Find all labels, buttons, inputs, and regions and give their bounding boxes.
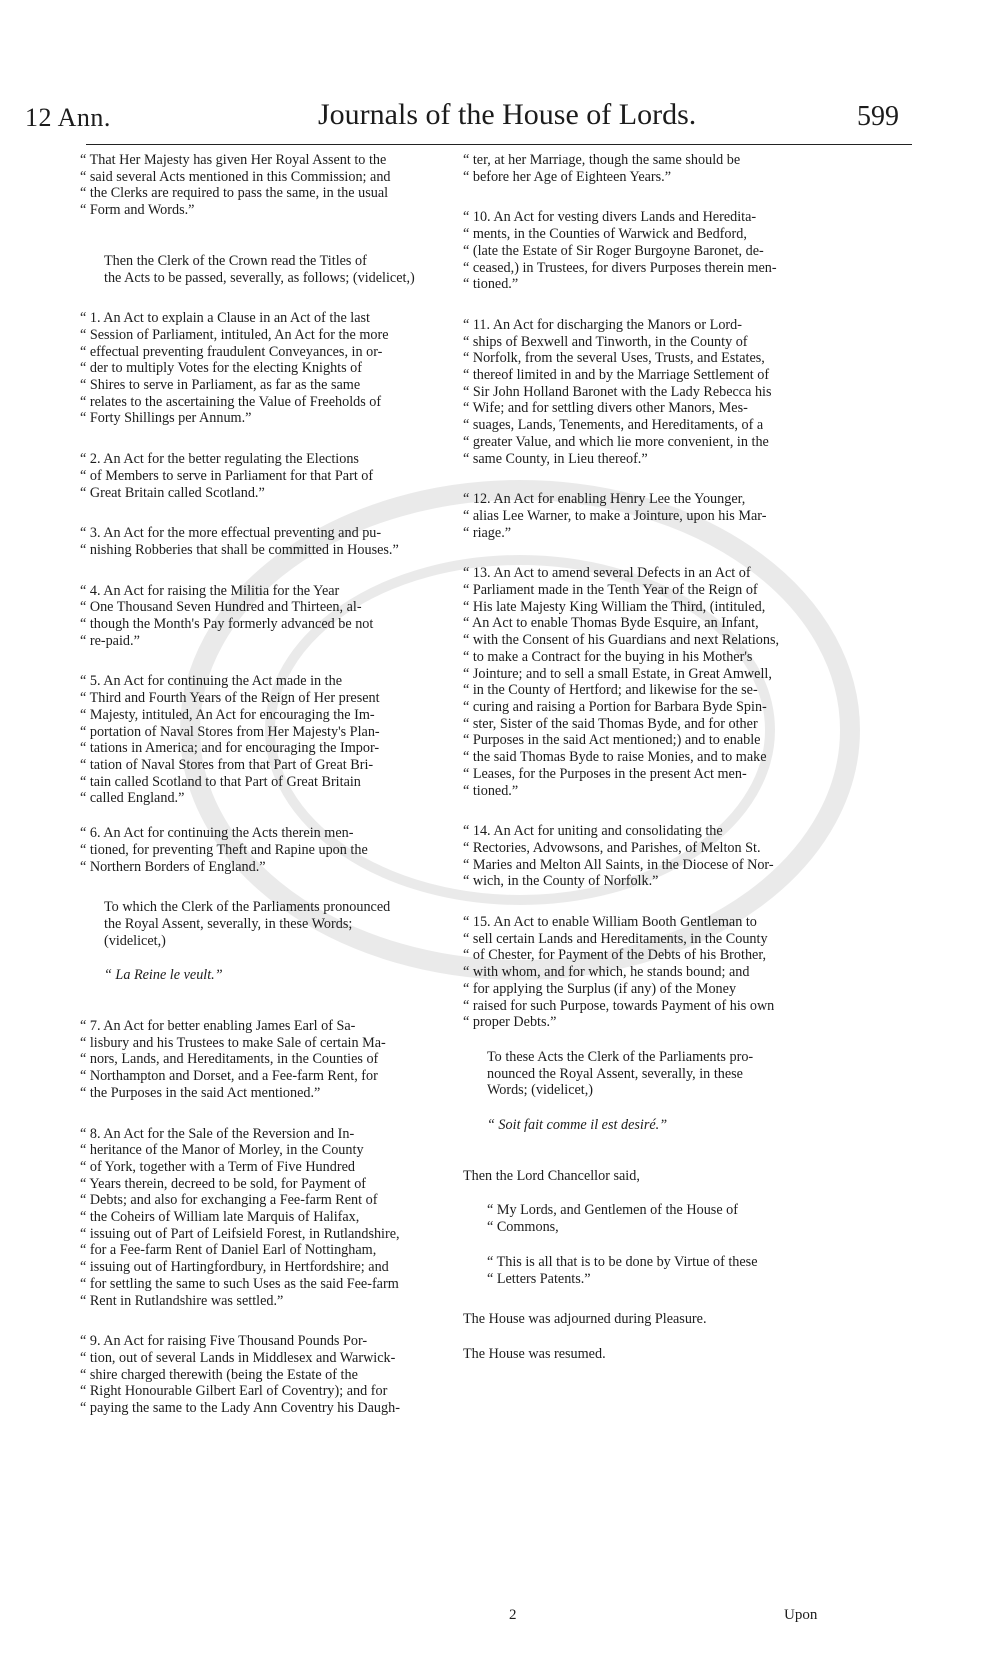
chancellor-address: “ My Lords, and Gentlemen of the House of “ Commons, — [487, 1202, 738, 1236]
act-15: “ 15. An Act to enable William Booth Gentleman to “ sell certain Lands and Hereditaments, in the County “ of Chester, for Payment of the Debts of his Brother, “ with whom, and for which, he stands bound; and “ for applying the Surplus (if any) of the Money “ raised for such Purpose, towards Payment of his own “ proper Debts.” — [463, 914, 775, 1031]
act-3: “ 3. An Act for the more effectual preventing and pu- “ nishing Robberies that shall be committed in Houses.” — [80, 525, 399, 558]
journal-title: Journals of the House of Lords. — [318, 98, 697, 131]
act-4: “ 4. An Act for raising the Militia for the Year “ One Thousand Seven Hundred and Thirteen, al- “ though the Month's Pay formerly advanced be not “ re-paid.” — [80, 582, 374, 649]
act-9: “ 9. An Act for raising Five Thousand Pounds Por- “ tion, out of several Lands in Middlesex and Warwick- “ shire charged therewith (being the Estate of the “ Right Honourable Gilbert Earl of Coventry); and for “ paying the same to the Lady Ann Coventry his Daugh- — [80, 1333, 400, 1417]
header-rule — [86, 144, 912, 145]
act-11: “ 11. An Act for discharging the Manors or Lord- “ ships of Bexwell and Tinworth, in the County of “ Norfolk, from the several Uses, Trusts, and Estates, “ thereof limited in and by the Marriage Settlement of “ Sir John Holland Baronet with the Lady Rebecca his “ Wife; and for settling divers other Manors, Mes- “ suages, Lands, Tenements, and Hereditaments, of a “ greater Value, and which lie more convenient, in the “ same County, in Lieu thereof.” — [463, 316, 772, 467]
act-8: “ 8. An Act for the Sale of the Reversion and In- “ heritance of the Manor of Morley, in the County “ of York, together with a Term of Five Hundred “ Years therein, decreed to be sold, for Payment of “ Debts; and also for exchanging a Fee-farm Rent of “ the Coheirs of William late Marquis of Halifax, “ issuing out of Part of Leifsield Forest, in Rutlandshire, “ for a Fee-farm Rent of Daniel Earl of Nottingham, “ issuing out of Hartingfordbury, in Hertfordshire; and “ for settling the same to such Uses as the said Fee-farm “ Rent in Rutlandshire was settled.” — [80, 1125, 400, 1309]
house-resumed: The House was resumed. — [463, 1345, 606, 1362]
signature-mark: 2 — [509, 1607, 517, 1623]
act-2: “ 2. An Act for the better regulating the Elections “ of Members to serve in Parliament for that Part of “ Great Britain called Scotland.” — [80, 451, 374, 501]
right-column — [463, 152, 838, 1363]
act-5: “ 5. An Act for continuing the Act made in the “ Third and Fourth Years of the Reign of Her present “ Majesty, intituled, An Act for encouraging the Im- “ portation of Naval Stores from Her Majesty's Plan- “ tations in America; and for encouraging the Impor- “ tation of Naval Stores from that Part of Great Bri- “ tain called Scotland to that Part of Great Britain “ called England.” — [80, 673, 380, 807]
act-13: “ 13. An Act to amend several Defects in an Act of “ Parliament made in the Tenth Year of the Reign of “ His late Majesty King William the Third, (intituled, “ An Act to enable Thomas Byde Esquire, an Infant, “ with the Consent of his Guardians and next Relations, “ to make a Contract for the buying in his Mother's “ Jointure; and to sell a small Estate, in Great Amwell, “ in the County of Hertford; and likewise for the se- “ curing and raising a Portion for Barbara Byde Spin- “ ster, Sister of the said Thomas Byde, and for other “ Purposes in the said Act mentioned;) and to enable “ the said Thomas Byde to raise Monies, and to make “ Leases, for the Purposes in the present Act men- “ tioned.” — [463, 565, 780, 799]
assent-intro-2: To these Acts the Clerk of the Parliaments pro- nounced the Royal Assent, severally, in these Words; (videlicet,) — [487, 1048, 754, 1099]
act-1: “ 1. An Act to explain a Clause in an Act of the last “ Session of Parliament, intituled, An Act for the more “ effectual preventing fraudulent Conveyances, in or- “ der to multiply Votes for the electing Knights of “ Shires to serve in Parliament, as far as the same “ relates to the ascertaining the Value of Freeholds of “ Forty Shillings per Annum.” — [80, 310, 389, 427]
act-14: “ 14. An Act for uniting and consolidating the “ Rectories, Advowsons, and Parishes, of Melton St. “ Maries and Melton All Saints, in the Diocese of Nor- “ wich, in the County of Norfolk.” — [463, 823, 774, 890]
page-header — [0, 98, 992, 144]
royal-assent-intro: To which the Clerk of the Parliaments pronounced the Royal Assent, severally, in these Words; (videlicet,) — [104, 899, 391, 949]
catchword: Upon — [784, 1607, 818, 1623]
left-column — [80, 152, 460, 1417]
royal-assent-formula: “ La Reine le veult.” — [104, 967, 223, 984]
act-9-continued: “ ter, at her Marriage, though the same should be “ before her Age of Eighteen Years.” — [463, 152, 741, 185]
act-10: “ 10. An Act for vesting divers Lands and Heredita- “ ments, in the Counties of Warwick and Bedford, “ (late the Estate of Sir Roger Burgoyne Baronet, de- “ ceased,) in Trustees, for divers Purposes therein men- “ tioned.” — [463, 209, 777, 293]
paragraph-commission-close: “ That Her Majesty has given Her Royal Assent to the “ said several Acts mentioned in this Commission; and “ the Clerks are required to pass the same, in the usual “ Form and Words.” — [80, 152, 391, 219]
regnal-year: 12 Ann. — [25, 103, 111, 132]
act-12: “ 12. An Act for enabling Henry Lee the Younger, “ alias Lee Warner, to make a Jointure, upon his Mar- “ riage.” — [463, 491, 767, 541]
chancellor-close: “ This is all that is to be done by Virtue of these “ Letters Patents.” — [487, 1253, 758, 1287]
act-7: “ 7. An Act for better enabling James Earl of Sa- “ lisbury and his Trustees to make Sale of certain Ma- “ nors, Lands, and Hereditaments, in the Counties of “ Northampton and Dorset, and a Fee-farm Rent, for “ the Purposes in the said Act mentioned.” — [80, 1018, 386, 1101]
assent-formula-2: “ Soit fait comme il est desiré.” — [487, 1117, 668, 1134]
paragraph-clerk-crown: Then the Clerk of the Crown read the Titles of the Acts to be passed, severally, as follows; (videlicet,) — [104, 252, 415, 286]
act-6: “ 6. An Act for continuing the Acts therein men- “ tioned, for preventing Theft and Rapine upon the “ Northern Borders of England.” — [80, 825, 368, 875]
house-adjourned: The House was adjourned during Pleasure. — [463, 1311, 707, 1328]
chancellor-said: Then the Lord Chancellor said, — [463, 1167, 640, 1184]
page-number: 599 — [857, 101, 899, 132]
